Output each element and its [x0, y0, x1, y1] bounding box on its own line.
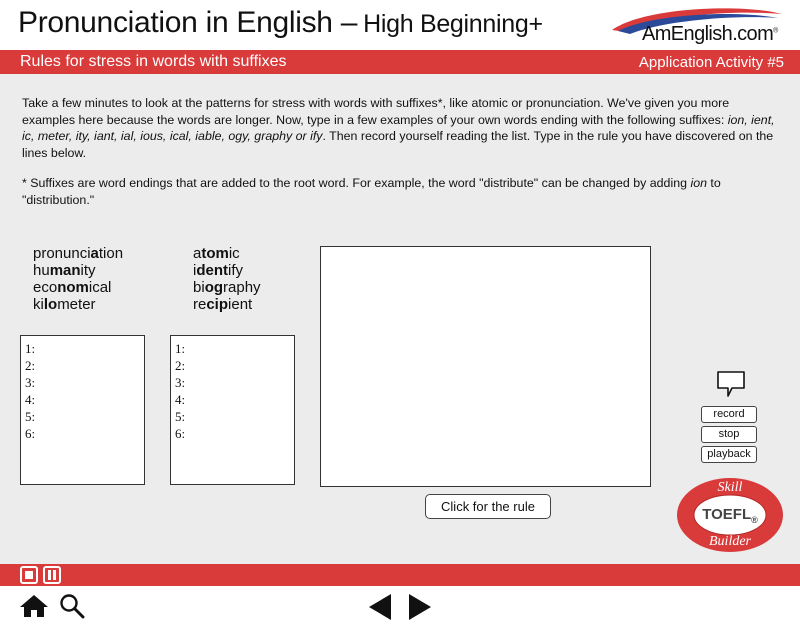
amenglish-logo: [606, 8, 788, 48]
content-area: [0, 74, 800, 564]
entry-line: 4:: [25, 391, 140, 408]
entry-line: 6:: [25, 425, 140, 442]
rule-button[interactable]: Click for the rule: [425, 494, 551, 519]
example-word: biography: [193, 279, 261, 296]
search-icon[interactable]: [59, 593, 85, 624]
example-words-left: [33, 245, 123, 313]
word-input[interactable]: [39, 408, 137, 424]
badge-builder-text: Builder: [709, 534, 751, 549]
title-main: Pronunciation in English –: [18, 6, 358, 39]
stop-icon[interactable]: [20, 566, 38, 584]
instructions-text: Take a few minutes to look at the patterns for stress with words with suffixes*, like atomic or pronunciation. We've given you more examples here because the words are longer. Now, type in a few examples of your own words ending with the following suffixes: ion, ient, ic, meter, ity, iant, ial, ious, ical, iable, ogy, graphy or ify. Then record yourself reading the list. Type in the rule you have discovered on the lines below.: [22, 96, 775, 160]
badge-toefl-text: $TOEFL_®$: [702, 506, 758, 525]
section-title: Rules for stress in words with suffixes: [20, 53, 287, 70]
entry-line: 2:: [25, 357, 140, 374]
entry-line: 5:: [25, 408, 140, 425]
pause-icon[interactable]: [43, 566, 61, 584]
page-title: [18, 6, 543, 40]
header: [0, 0, 800, 50]
example-word: humanity: [33, 262, 96, 279]
word-input[interactable]: [189, 357, 287, 373]
example-words-right: [193, 245, 261, 313]
word-input[interactable]: [39, 425, 137, 441]
title-level: High Beginning+: [363, 10, 543, 38]
word-input[interactable]: [39, 357, 137, 373]
suffix-list: ion, ient, ic, meter, ity, iant, ial, ious, ical, iable, ogy, graphy or ify: [22, 112, 775, 143]
word-entry-box-1[interactable]: [20, 335, 145, 485]
word-input[interactable]: [39, 391, 137, 407]
entry-line: 3:: [175, 374, 290, 391]
example-word: recipient: [193, 296, 253, 313]
arrow-right-icon[interactable]: [408, 593, 432, 626]
rule-text-area[interactable]: [320, 246, 651, 487]
example-word: pronunciation: [33, 245, 124, 262]
entry-line: 2:: [175, 357, 290, 374]
badge-skill-text: Skill: [717, 480, 743, 495]
entry-line: 4:: [175, 391, 290, 408]
section-bar: [0, 50, 800, 74]
word-input[interactable]: [189, 425, 287, 441]
toefl-skill-builder-badge[interactable]: [676, 477, 784, 553]
example-word: atomic: [193, 245, 240, 262]
entry-line: 1:: [175, 340, 290, 357]
arrow-left-icon[interactable]: [368, 593, 392, 626]
example-word: identify: [193, 262, 244, 279]
footer-nav: [0, 586, 800, 625]
example-word: economical: [33, 279, 112, 296]
media-control-bar: [0, 564, 800, 586]
logo-text: AmEnglish.com®: [642, 23, 778, 45]
record-button[interactable]: record: [701, 406, 757, 423]
entry-line: 3:: [25, 374, 140, 391]
word-entry-box-2[interactable]: [170, 335, 295, 485]
word-input[interactable]: [189, 374, 287, 390]
stop-button[interactable]: stop: [701, 426, 757, 443]
word-input[interactable]: [39, 374, 137, 390]
speech-bubble-icon[interactable]: [716, 370, 746, 398]
entry-line: 1:: [25, 340, 140, 357]
word-input[interactable]: [189, 340, 287, 356]
entry-line: 5:: [175, 408, 290, 425]
word-input[interactable]: [189, 391, 287, 407]
word-input[interactable]: [189, 408, 287, 424]
word-input[interactable]: [39, 340, 137, 356]
entry-line: 6:: [175, 425, 290, 442]
activity-label: Application Activity #5: [638, 54, 784, 71]
footnote-text: * Suffixes are word endings that are added to the root word. For example, the word "distribute" can be changed by adding ion to "distribution.": [22, 176, 721, 207]
playback-button[interactable]: playback: [701, 446, 757, 463]
home-icon[interactable]: [19, 594, 49, 623]
example-word: kilometer: [33, 296, 96, 313]
